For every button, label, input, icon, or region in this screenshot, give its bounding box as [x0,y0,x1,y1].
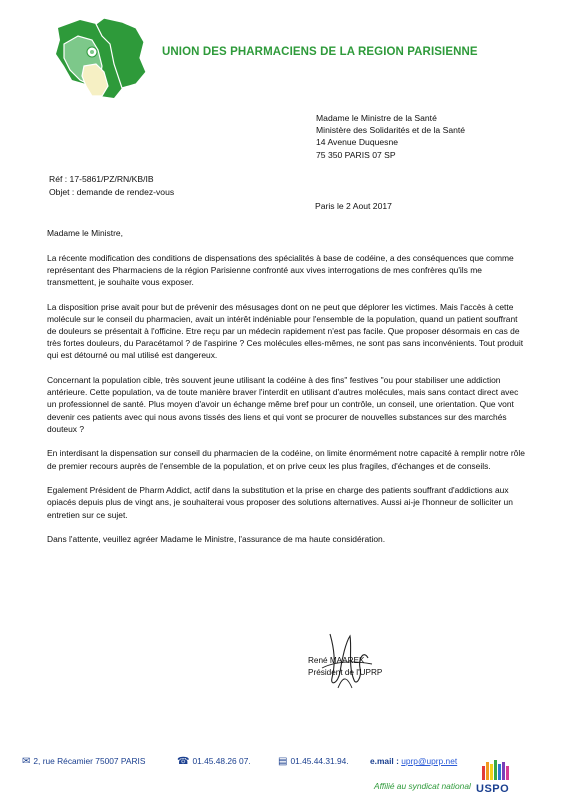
signer-block [308,655,382,678]
footer [22,756,542,770]
addressee-line: 14 Avenue Duquesne [316,137,399,148]
uspo-label: USPO [476,783,510,795]
fax-icon: ▤ [278,756,288,767]
addressee-block [316,112,465,161]
letter-date: Paris le 2 Aout 2017 [315,201,392,211]
reference-number: Réf : 17-5861/PZ/RN/KB/IB [49,174,154,184]
footer-email: e.mail : uprp@uprp.net [370,756,458,766]
closing-paragraph: Dans l'attente, veuillez agréer Madame le Ministre, l'assurance de ma haute considération. [47,534,386,545]
signer-name: René MAAREK [308,656,365,665]
envelope-icon: ✉ [22,756,31,767]
paris-region-map-icon [52,14,150,100]
reference-block [49,173,174,198]
body-paragraph: Egalement Président de Pharm Addict, actif dans la substitution et la prise en charge des patients souffrant d'addictions aux opiacés depuis plus de vingt ans, je souhaiterai vous proposer des solutions alternatives. Aussi ai-je l'honneur de solliciter un entretien sur ce sujet. [47,485,513,520]
footer-fax: ▤ 01.45.44.31.94. [278,756,349,767]
signer-title: Président de l'UPRP [308,667,383,677]
addressee-line: 75 350 PARIS 07 SP [316,149,396,160]
footer-phone: ☎ 01.45.48.26 07. [177,756,251,767]
organization-name: UNION DES PHARMACIENS DE LA REGION PARISIENNE [162,46,478,58]
letter-body [47,227,525,558]
addressee-line: Ministère des Solidarités et de la Santé [316,125,466,136]
addressee-line: Madame le Ministre de la Santé [316,113,437,123]
phone-icon: ☎ [177,756,190,767]
email-link[interactable]: uprp@uprp.net [401,756,458,766]
body-paragraph: La récente modification des conditions de dispensations des spécialités à base de codéine, a des conséquences que comme représentant des Pharmaciens de la région Parisienne confronté aux vives interrogations de mes confrères qu'ils me transmettent, je souhaite vous exposer. [47,252,514,287]
body-paragraph: En interdisant la dispensation sur conseil du pharmacien de la codéine, on limite énormément notre capacité à remplir notre rôle de premier recours auprès de l'ensemble de la population, et on prive ceux les plus fragiles, d'échanges et de conseils. [47,448,525,471]
salutation: Madame le Ministre, [47,228,123,238]
body-paragraph: La disposition prise avait pour but de prévenir des mésusages dont on ne peut que déplorer les victimes. Mais l'accès à cette molécule sur le conseil du pharmacien, avait un intérêt indéniable pour l'ensemble de la population, quand un patient souffrant de douleurs se présentait à l'officine. Etre reçu par un médecin rapidement n'est pas facile. Que proposer désormais en cas de très fortes douleurs, du Paracétamol ? de l'aspirine ? Ces molécules elles-mêmes, ne sont pas sans inconvénients. Tout produit qui est détourné ou mal utilisé est dangereux. [47,301,524,361]
affiliation-text: Affilié au syndicat national [374,781,471,791]
letter-object: Objet : demande de rendez-vous [49,186,175,197]
footer-address: ✉ 2, rue Récamier 75007 PARIS [22,756,146,767]
body-paragraph: Concernant la population cible, très souvent jeune utilisant la codéine à des fins" festives "ou pour stabiliser une addiction antérieure. Cette population, va de toute manière braver l'interdit en utilisant d'autres molécules, mais sans contact direct avec un professionnel de santé. Plus moyen d'avoir un échange même bref pour un contrôle, un conseil, une orientation. Que vont devenir ces patients avec qui nous avons tissés des liens et qui vont se procurer de nouvelles substances sur des marchés douteux ? [47,375,519,434]
